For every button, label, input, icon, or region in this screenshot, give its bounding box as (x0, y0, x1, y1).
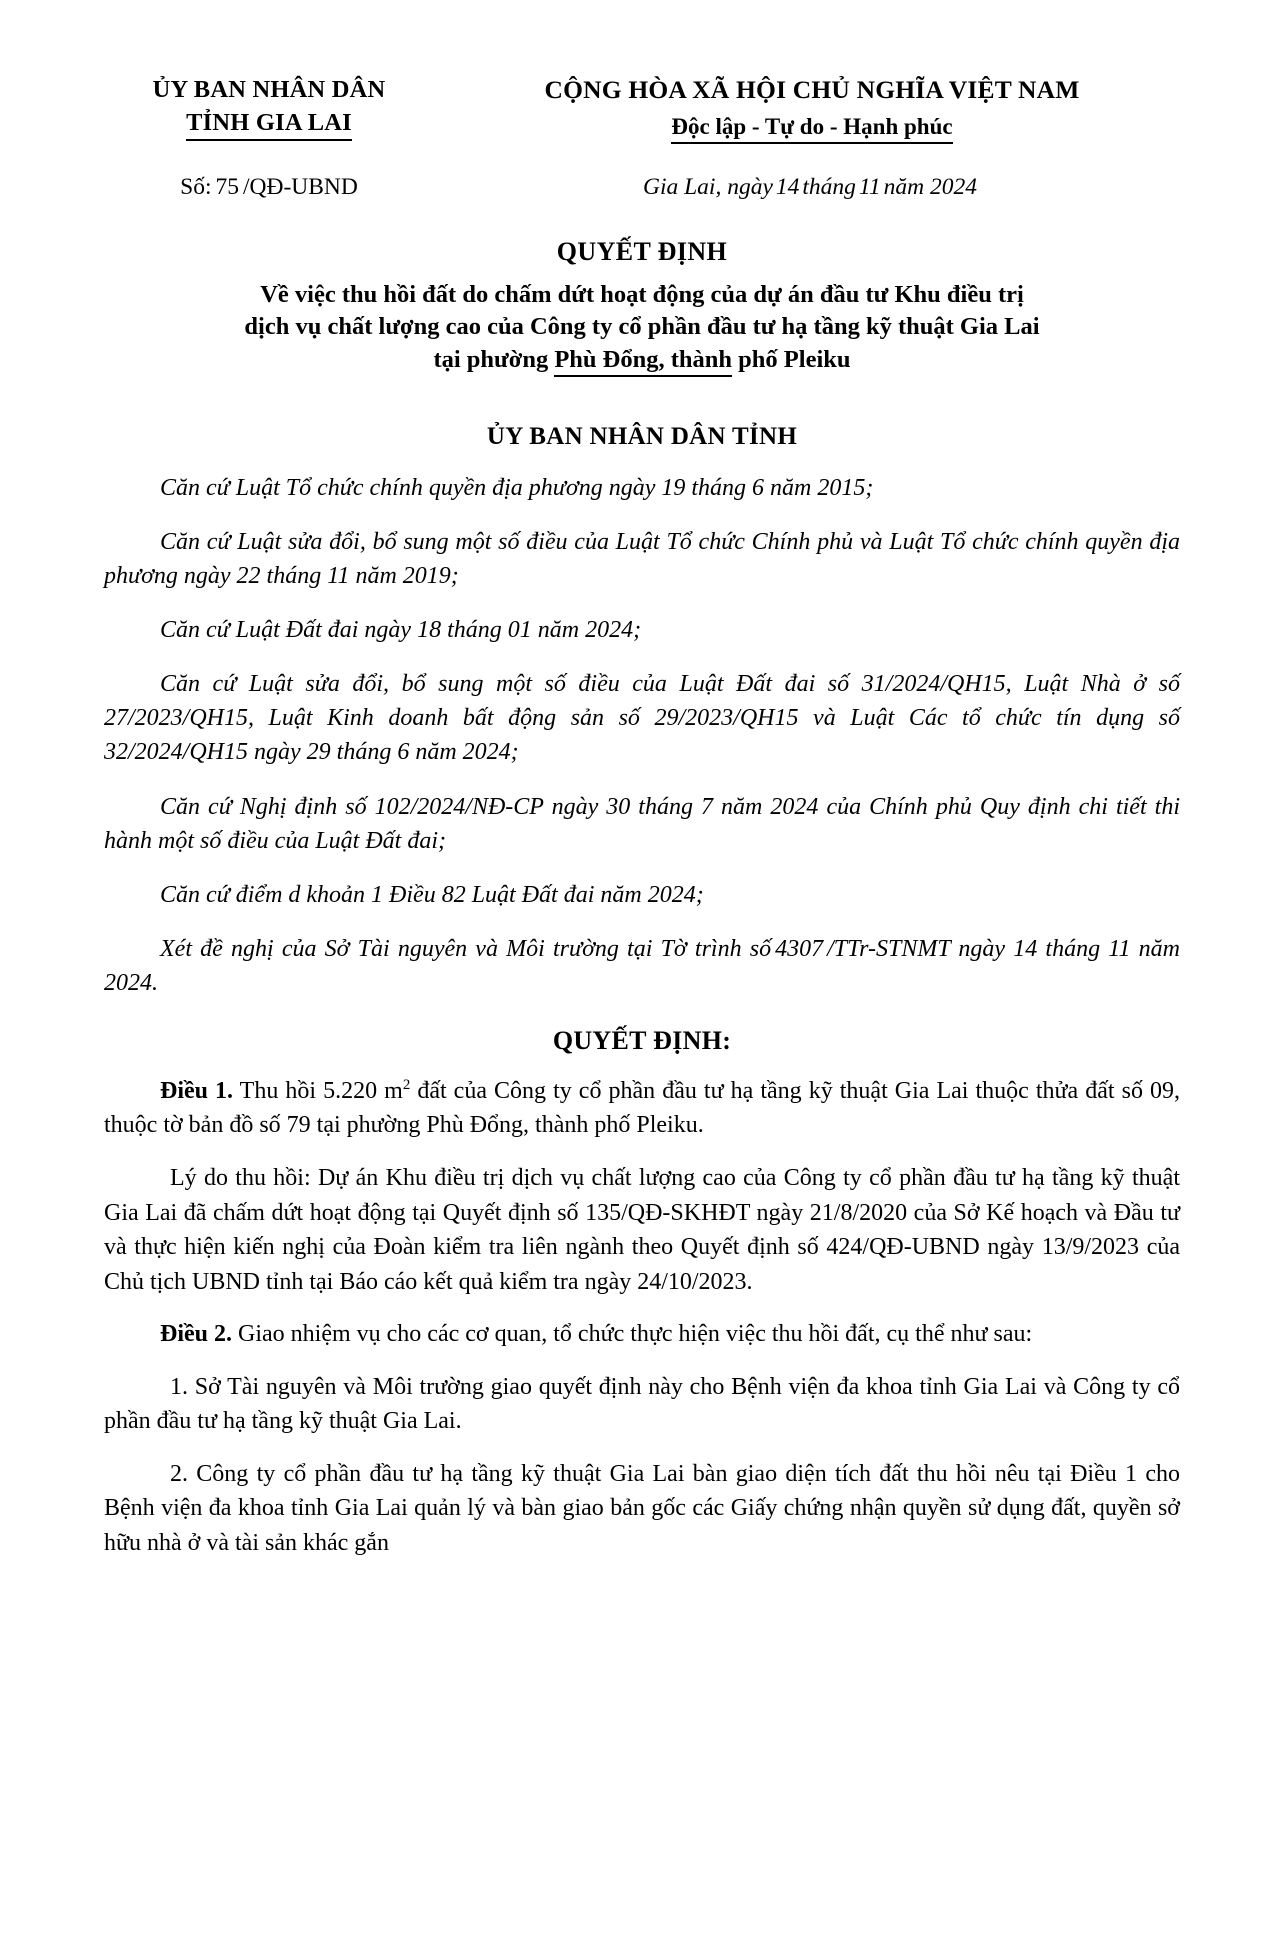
issuing-authority-line1: ỦY BAN NHÂN DÂN (152, 76, 386, 103)
issuing-authority-block (104, 74, 434, 139)
proposal-text-part2: /TTr-STNMT ngày 14 tháng 11 năm 2024. (104, 935, 1180, 996)
article-2-label: Điều 2. (160, 1321, 232, 1348)
country-name: CỘNG HÒA XÃ HỘI CHỦ NGHĨA VIỆT NAM (544, 75, 1080, 104)
article-2-item-2: 2. Công ty cổ phần đầu tư hạ tầng kỹ thuật Gia Lai bàn giao diện tích đất thu hồi nêu tại Điều 1 cho Bệnh viện đa khoa tỉnh Gia Lai quản lý và bàn giao bản gốc các Giấy chứng nhận quyền sử dụng đất, quyền sở hữu nhà ở và tài sản khác gắn (104, 1460, 1180, 1556)
article-2-text: Giao nhiệm vụ cho các cơ quan, tổ chức thực hiện việc thu hồi đất, cụ thể như sau: (232, 1321, 1033, 1348)
issue-place: Gia Lai, ngày (642, 173, 773, 200)
page-title: QUYẾT ĐỊNH (556, 236, 728, 266)
area-unit-superscript: 2 (402, 1076, 411, 1093)
legal-basis-1: Căn cứ Luật Tổ chức chính quyền địa phương ngày 19 tháng 6 năm 2015; (160, 475, 874, 501)
article-1-label: Điều 1. (160, 1077, 234, 1104)
document-subtitle-line2: dịch vụ chất lượng cao của Công ty cổ phần đầu tư hạ tầng kỹ thuật Gia Lai (244, 313, 1040, 341)
issuing-body-heading: ỦY BAN NHÂN DÂN TỈNH (486, 423, 798, 450)
issue-place-date (434, 174, 1180, 201)
article-1-text-b: đất của Công ty cổ phần đầu tư hạ tầng kỹ thuật Gia Lai thuộc thửa đất số 09, thuộc tờ bản đồ số 79 tại phường Phù Đổng, thành phố Pleiku. (104, 1077, 1181, 1139)
issuing-authority-line2 (104, 107, 434, 138)
legal-basis-5: Căn cứ Nghị định số 102/2024/NĐ-CP ngày 30 tháng 7 năm 2024 của Chính phủ Quy định chi tiết thi hành một số điều của Luật Đất đai; (104, 793, 1180, 854)
article-1-reason: Lý do thu hồi: Dự án Khu điều trị dịch vụ chất lượng cao của Công ty cổ phần đầu tư hạ tầng kỹ thuật Gia Lai đã chấm dứt hoạt động tại Quyết định số 135/QĐ-SKHĐT ngày 21/8/2020 của Sở Kế hoạch và Đầu tư và thực hiện kiến nghị của Đoàn kiểm tra liên ngành theo Quyết định số 424/QĐ-UBND ngày 13/9/2023 của Chủ tịch UBND tỉnh tại Báo cáo kết quả kiểm tra ngày 24/10/2023. (104, 1165, 1180, 1295)
document-subtitle-line1: Về việc thu hồi đất do chấm dứt hoạt động của dự án đầu tư Khu điều trị (260, 280, 1024, 308)
national-motto-text: Độc lập - Tự do - Hạnh phúc (671, 114, 952, 144)
letterhead (104, 74, 1180, 142)
issue-year: năm 2024 (883, 173, 978, 200)
document-number-suffix: /QĐ-UBND (242, 173, 358, 200)
article-2 (104, 1317, 1180, 1352)
national-motto-block (434, 74, 1180, 142)
document-number (104, 174, 434, 201)
issuing-authority-line2-text: TỈNH GIA LAI (186, 109, 352, 141)
issue-day: 14 (775, 173, 800, 200)
subtitle-ward-name: Phù Đổng, thành (554, 346, 732, 377)
proposal-reference (104, 932, 1180, 1000)
article-1 (104, 1074, 1180, 1143)
legal-basis-3: Căn cứ Luật Đất đai ngày 18 tháng 01 năm 2024; (160, 617, 642, 644)
proposal-document-number: 4307 (775, 935, 824, 962)
document-number-value: 75 (215, 173, 239, 200)
document-subtitle (142, 279, 1142, 377)
legal-basis-6: Căn cứ điểm d khoản 1 Điều 82 Luật Đất đai năm 2024; (160, 881, 704, 908)
document-number-label: Số: (180, 173, 212, 200)
article-2-item-1: 1. Sở Tài nguyên và Môi trường giao quyết định này cho Bệnh viện đa khoa tỉnh Gia Lai và Công ty cổ phần đầu tư hạ tầng kỹ thuật Gia Lai. (104, 1373, 1180, 1435)
document-subtitle-line3 (142, 344, 1142, 377)
issue-month: 11 (858, 173, 881, 200)
subtitle-ward-prefix: tại phường (433, 346, 555, 374)
article-1-text-a: Thu hồi 5.220 m (233, 1077, 403, 1104)
issue-month-label: tháng (802, 173, 856, 200)
national-motto (444, 112, 1180, 142)
decide-heading: QUYẾT ĐỊNH: (552, 1025, 732, 1055)
document-meta-row (104, 174, 1180, 201)
legal-basis-4: Căn cứ Luật sửa đổi, bổ sung một số điều của Luật Đất đai số 31/2024/QH15, Luật Nhà ở số 27/2023/QH15, Luật Kinh doanh bất động sản số 29/2023/QH15 và Luật Các tổ chức tín dụng số 32/2024/QH15 ngày 29 tháng 6 năm 2024; (104, 671, 1180, 766)
subtitle-city-name: phố Pleiku (732, 346, 851, 374)
proposal-text-part1: Xét đề nghị của Sở Tài nguyên và Môi trường tại Tờ trình số (160, 935, 772, 962)
legal-basis-2: Căn cứ Luật sửa đổi, bổ sung một số điều của Luật Tổ chức Chính phủ và Luật Tổ chức chính quyền địa phương ngày 22 tháng 11 năm 2019; (104, 529, 1180, 590)
